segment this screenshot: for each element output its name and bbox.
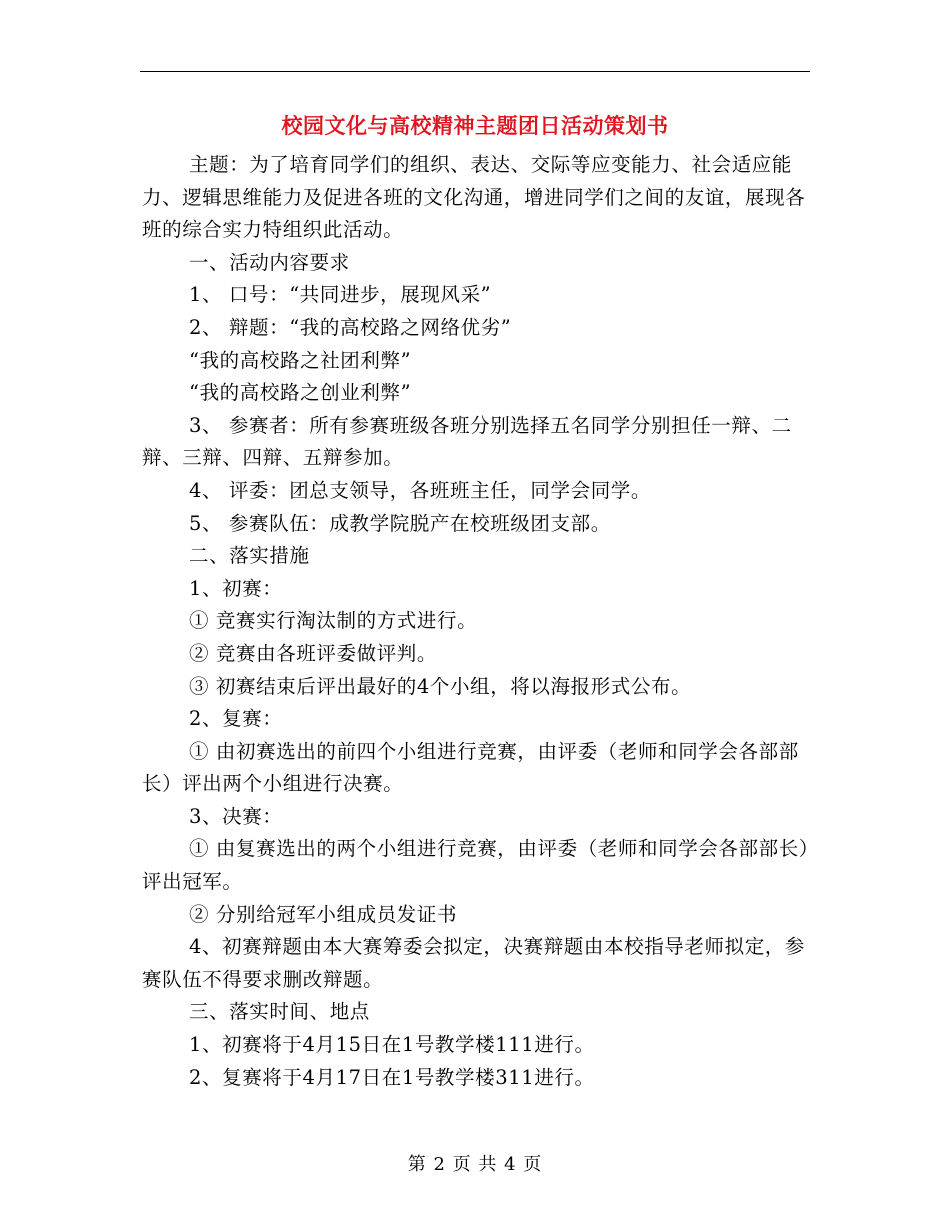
list-item: 4、初赛辩题由本大赛筹委会拟定，决赛辩题由本校指导老师拟定，参赛队伍不得要求删改辩题。 <box>142 935 806 991</box>
subheading: 2、复赛： <box>189 707 283 731</box>
section-heading-3: 三、落实时间、地点 <box>189 1000 370 1024</box>
header-rule <box>140 71 810 72</box>
list-item: ① 由初赛选出的前四个小组进行竞赛，由评委（老师和同学会各部部长）评出两个小组进行决赛。 <box>142 739 799 796</box>
subheading: 1、初赛： <box>189 576 283 600</box>
list-item: 2、 辩题：“我的高校路之网络优劣” <box>189 315 512 339</box>
section-heading-1: 一、活动内容要求 <box>189 250 350 274</box>
list-item: ② 分别给冠军小组成员发证书 <box>189 902 458 926</box>
document-body <box>142 149 812 1094</box>
list-item: ② 竞赛由各班评委做评判。 <box>189 641 437 665</box>
list-item: 2、复赛将于4月17日在1号教学楼311进行。 <box>189 1065 595 1089</box>
list-item: 5、 参赛队伍：成教学院脱产在校班级团支部。 <box>189 511 611 535</box>
section-heading-2: 二、落实措施 <box>189 544 310 568</box>
paragraph-theme: 主题：为了培育同学们的组织、表达、交际等应变能力、社会适应能力、逻辑思维能力及促进各班的文化沟通，增进同学们之间的友谊，展现各班的综合实力特组织此活动。 <box>142 153 806 242</box>
list-item: ① 竞赛实行淘汰制的方式进行。 <box>189 609 478 633</box>
list-item: 1、初赛将于4月15日在1号教学楼111进行。 <box>189 1033 595 1057</box>
list-item: ③ 初赛结束后评出最好的4个小组，将以海报形式公布。 <box>189 674 692 698</box>
document-title: 校园文化与高校精神主题团日活动策划书 <box>281 113 669 138</box>
subheading: 3、决赛： <box>189 804 283 828</box>
list-item: ① 由复赛选出的两个小组进行竞赛，由评委（老师和同学会各部部长）评出冠军。 <box>142 837 810 894</box>
page-number: 第 2 页 共 4 页 <box>407 1154 543 1175</box>
list-item: 4、 评委：团总支领导，各班班主任，同学会同学。 <box>189 478 652 502</box>
list-item: “我的高校路之社团利弊” <box>189 348 412 372</box>
list-item: “我的高校路之创业利弊” <box>189 381 412 405</box>
list-item: 3、 参赛者：所有参赛班级各班分别选择五名同学分别担任一辩、二辩、三辩、四辩、五辩参加。 <box>142 413 792 470</box>
list-item: 1、 口号：“共同进步，展现风采” <box>189 283 492 307</box>
